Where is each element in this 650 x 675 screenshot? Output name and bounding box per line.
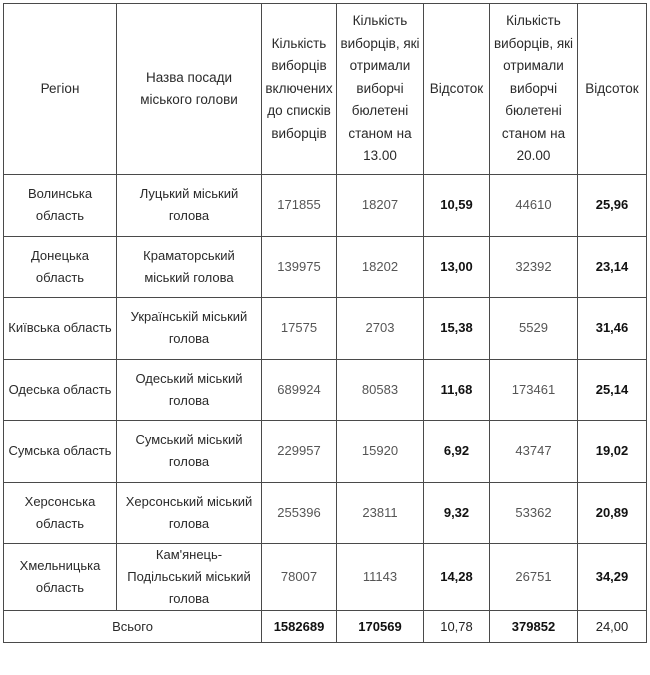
cell-region: Волинська область [4, 175, 117, 237]
header-row [4, 4, 647, 175]
cell-v13: 80583 [337, 359, 424, 421]
cell-total: 171855 [262, 175, 337, 237]
cell-p20: 25,14 [578, 359, 647, 421]
cell-v13: 23811 [337, 482, 424, 544]
cell-region: Херсонська область [4, 482, 117, 544]
cell-region: Сумська область [4, 421, 117, 483]
total-p13: 10,78 [424, 611, 490, 643]
cell-p13: 9,32 [424, 482, 490, 544]
table-row [4, 298, 647, 360]
cell-p20: 20,89 [578, 482, 647, 544]
cell-total: 689924 [262, 359, 337, 421]
table-row [4, 359, 647, 421]
header-percent-13: Відсоток [424, 4, 490, 175]
table-row [4, 421, 647, 483]
total-v13: 170569 [337, 611, 424, 643]
cell-v13: 11143 [337, 544, 424, 611]
cell-v20: 5529 [490, 298, 578, 360]
header-percent-20: Відсоток [578, 4, 647, 175]
cell-v13: 2703 [337, 298, 424, 360]
cell-position: Сумський міський голова [117, 421, 262, 483]
cell-p20: 19,02 [578, 421, 647, 483]
cell-v20: 26751 [490, 544, 578, 611]
total-row [4, 611, 647, 643]
table-row [4, 482, 647, 544]
cell-region: Одеська область [4, 359, 117, 421]
cell-region: Хмельницька область [4, 544, 117, 611]
cell-v20: 43747 [490, 421, 578, 483]
table-row [4, 544, 647, 611]
total-v20: 379852 [490, 611, 578, 643]
table-row [4, 236, 647, 298]
total-label: Всього [4, 611, 262, 643]
cell-region: Донецька область [4, 236, 117, 298]
cell-v20: 53362 [490, 482, 578, 544]
cell-position: Херсонський міський голова [117, 482, 262, 544]
cell-position: Кам'янець-Подільський міський голова [117, 544, 262, 611]
cell-region: Київська область [4, 298, 117, 360]
cell-p13: 10,59 [424, 175, 490, 237]
cell-p13: 15,38 [424, 298, 490, 360]
cell-position: Одеський міський голова [117, 359, 262, 421]
cell-total: 78007 [262, 544, 337, 611]
cell-position: Краматорський міський голова [117, 236, 262, 298]
cell-p13: 13,00 [424, 236, 490, 298]
cell-total: 17575 [262, 298, 337, 360]
cell-p20: 34,29 [578, 544, 647, 611]
cell-total: 255396 [262, 482, 337, 544]
cell-total: 139975 [262, 236, 337, 298]
cell-p13: 6,92 [424, 421, 490, 483]
cell-total: 229957 [262, 421, 337, 483]
cell-v20: 173461 [490, 359, 578, 421]
turnout-table [3, 3, 647, 643]
cell-v20: 44610 [490, 175, 578, 237]
header-position: Назва посади міського голови [117, 4, 262, 175]
cell-p20: 31,46 [578, 298, 647, 360]
total-p20: 24,00 [578, 611, 647, 643]
header-voters-total: Кількість виборців включених до списків виборців [262, 4, 337, 175]
cell-p20: 23,14 [578, 236, 647, 298]
header-voters-20: Кількість виборців, які отримали виборчі бюлетені станом на 20.00 [490, 4, 578, 175]
cell-p13: 14,28 [424, 544, 490, 611]
header-region: Регіон [4, 4, 117, 175]
total-voters: 1582689 [262, 611, 337, 643]
cell-position: Українській міський голова [117, 298, 262, 360]
table-row [4, 175, 647, 237]
cell-p13: 11,68 [424, 359, 490, 421]
cell-v13: 18202 [337, 236, 424, 298]
cell-v13: 15920 [337, 421, 424, 483]
cell-p20: 25,96 [578, 175, 647, 237]
cell-v20: 32392 [490, 236, 578, 298]
header-voters-13: Кількість виборців, які отримали виборчі бюлетені станом на 13.00 [337, 4, 424, 175]
cell-position: Луцький міський голова [117, 175, 262, 237]
cell-v13: 18207 [337, 175, 424, 237]
